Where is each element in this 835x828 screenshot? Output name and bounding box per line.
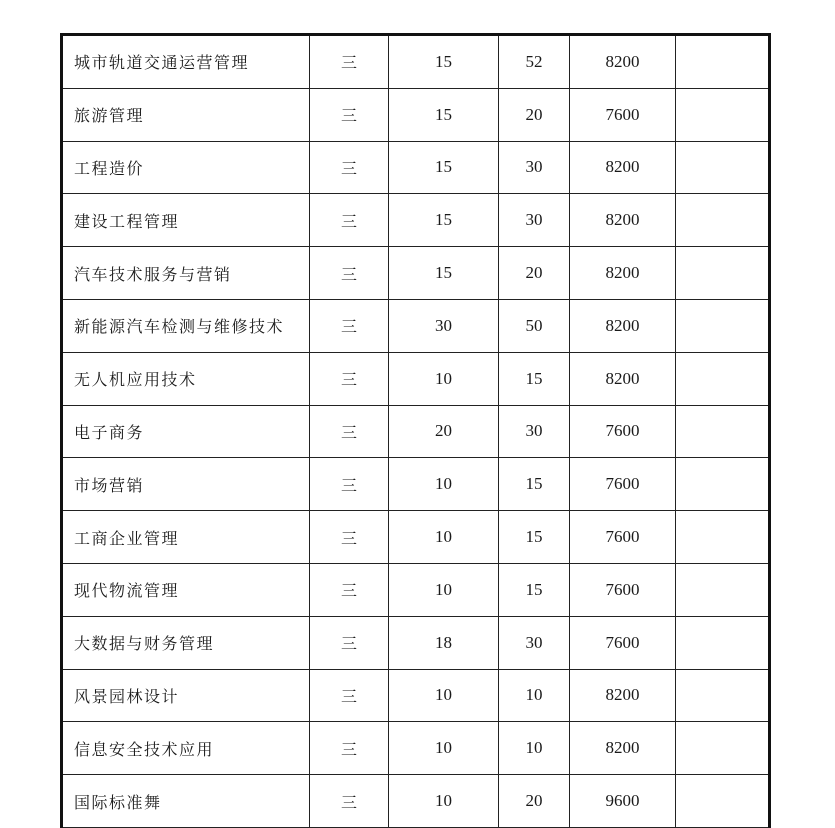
level-cell: 三 — [310, 458, 389, 511]
plan-b-cell: 15 — [499, 511, 570, 564]
note-cell — [676, 35, 770, 89]
table-row — [62, 194, 770, 247]
major-name-cell: 汽车技术服务与营销 — [62, 247, 310, 300]
table-row — [62, 405, 770, 458]
fee-cell: 7600 — [570, 511, 676, 564]
table-row — [62, 352, 770, 405]
major-name-cell: 市场营销 — [62, 458, 310, 511]
level-cell: 三 — [310, 194, 389, 247]
plan-a-cell: 10 — [389, 511, 499, 564]
plan-b-cell: 15 — [499, 563, 570, 616]
plan-a-cell: 10 — [389, 352, 499, 405]
fee-cell: 8200 — [570, 247, 676, 300]
level-cell: 三 — [310, 88, 389, 141]
fee-cell: 8200 — [570, 722, 676, 775]
note-cell — [676, 141, 770, 194]
major-name-cell: 现代物流管理 — [62, 563, 310, 616]
note-cell — [676, 405, 770, 458]
fee-cell: 7600 — [570, 458, 676, 511]
plan-b-cell: 30 — [499, 616, 570, 669]
plan-a-cell: 20 — [389, 405, 499, 458]
plan-b-cell: 15 — [499, 458, 570, 511]
table-row — [62, 722, 770, 775]
plan-b-cell: 52 — [499, 35, 570, 89]
note-cell — [676, 616, 770, 669]
plan-a-cell: 15 — [389, 141, 499, 194]
major-name-cell: 国际标准舞 — [62, 775, 310, 828]
plan-a-cell: 15 — [389, 247, 499, 300]
major-name-cell: 无人机应用技术 — [62, 352, 310, 405]
fee-cell: 7600 — [570, 88, 676, 141]
plan-b-cell: 30 — [499, 141, 570, 194]
major-name-cell: 城市轨道交通运营管理 — [62, 35, 310, 89]
note-cell — [676, 511, 770, 564]
table-row — [62, 458, 770, 511]
plan-a-cell: 15 — [389, 88, 499, 141]
note-cell — [676, 247, 770, 300]
fee-cell: 8200 — [570, 669, 676, 722]
fee-cell: 7600 — [570, 563, 676, 616]
fee-cell: 8200 — [570, 299, 676, 352]
major-name-cell: 风景园林设计 — [62, 669, 310, 722]
major-name-cell: 新能源汽车检测与维修技术 — [62, 299, 310, 352]
note-cell — [676, 563, 770, 616]
note-cell — [676, 352, 770, 405]
table-row — [62, 247, 770, 300]
note-cell — [676, 669, 770, 722]
fee-cell: 9600 — [570, 775, 676, 828]
major-name-cell: 工程造价 — [62, 141, 310, 194]
note-cell — [676, 458, 770, 511]
level-cell: 三 — [310, 775, 389, 828]
fee-cell: 8200 — [570, 352, 676, 405]
level-cell: 三 — [310, 511, 389, 564]
plan-a-cell: 10 — [389, 669, 499, 722]
level-cell: 三 — [310, 722, 389, 775]
level-cell: 三 — [310, 35, 389, 89]
table-row — [62, 88, 770, 141]
table-row — [62, 616, 770, 669]
plan-b-cell: 30 — [499, 194, 570, 247]
plan-b-cell: 30 — [499, 405, 570, 458]
note-cell — [676, 88, 770, 141]
note-cell — [676, 299, 770, 352]
major-name-cell: 工商企业管理 — [62, 511, 310, 564]
level-cell: 三 — [310, 563, 389, 616]
plan-a-cell: 10 — [389, 722, 499, 775]
plan-b-cell: 10 — [499, 669, 570, 722]
fee-cell: 8200 — [570, 141, 676, 194]
note-cell — [676, 722, 770, 775]
plan-b-cell: 10 — [499, 722, 570, 775]
level-cell: 三 — [310, 352, 389, 405]
table-row — [62, 775, 770, 828]
fee-cell: 7600 — [570, 405, 676, 458]
fee-cell: 7600 — [570, 616, 676, 669]
note-cell — [676, 775, 770, 828]
plan-a-cell: 18 — [389, 616, 499, 669]
level-cell: 三 — [310, 247, 389, 300]
table-row — [62, 511, 770, 564]
table-row — [62, 141, 770, 194]
plan-a-cell: 15 — [389, 194, 499, 247]
table-row — [62, 299, 770, 352]
majors-table — [60, 33, 771, 828]
fee-cell: 8200 — [570, 194, 676, 247]
plan-b-cell: 15 — [499, 352, 570, 405]
table-row — [62, 35, 770, 89]
plan-b-cell: 20 — [499, 88, 570, 141]
level-cell: 三 — [310, 299, 389, 352]
fee-cell: 8200 — [570, 35, 676, 89]
plan-b-cell: 50 — [499, 299, 570, 352]
level-cell: 三 — [310, 405, 389, 458]
table-row — [62, 669, 770, 722]
plan-a-cell: 10 — [389, 458, 499, 511]
plan-b-cell: 20 — [499, 247, 570, 300]
note-cell — [676, 194, 770, 247]
level-cell: 三 — [310, 141, 389, 194]
level-cell: 三 — [310, 669, 389, 722]
plan-b-cell: 20 — [499, 775, 570, 828]
major-name-cell: 旅游管理 — [62, 88, 310, 141]
plan-a-cell: 30 — [389, 299, 499, 352]
major-name-cell: 信息安全技术应用 — [62, 722, 310, 775]
majors-table-body — [62, 35, 770, 828]
plan-a-cell: 15 — [389, 35, 499, 89]
plan-a-cell: 10 — [389, 775, 499, 828]
table-row — [62, 563, 770, 616]
major-name-cell: 建设工程管理 — [62, 194, 310, 247]
level-cell: 三 — [310, 616, 389, 669]
major-name-cell: 大数据与财务管理 — [62, 616, 310, 669]
plan-a-cell: 10 — [389, 563, 499, 616]
major-name-cell: 电子商务 — [62, 405, 310, 458]
